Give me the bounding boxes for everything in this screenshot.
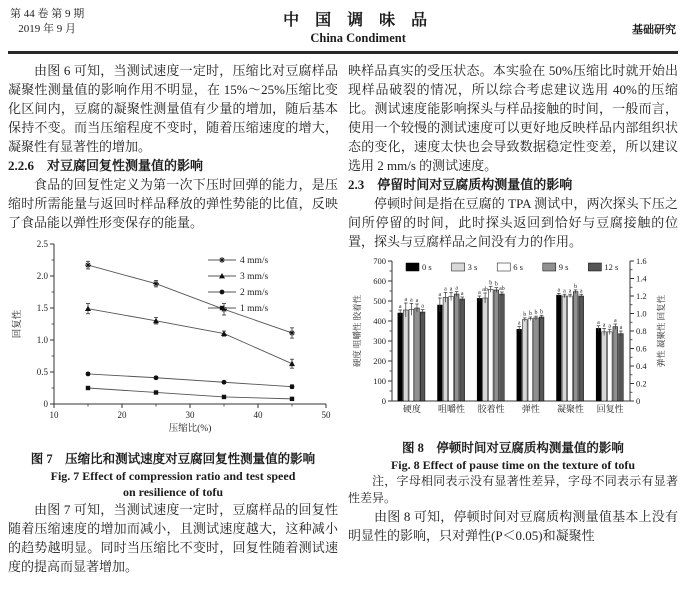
svg-text:30: 30 [185, 410, 195, 420]
paragraph: 由图 7 可知，当测试速度一定时，豆腐样品的回复性随着压缩速度的增加而减小，且测试速度越大，这种减小的趋势越明显。同时当压缩比不变时，回复性随着测试速度的提高而显著增加。 [8, 502, 338, 574]
section-label: 基础研究 [632, 24, 676, 36]
svg-text:1.2: 1.2 [636, 291, 647, 301]
journal-title [84, 7, 632, 46]
svg-text:300: 300 [373, 336, 386, 346]
svg-text:40: 40 [253, 410, 263, 420]
svg-text:2.0: 2.0 [36, 271, 48, 281]
paragraph: 食品的回复性定义为第一次下压时回弹的能力，是压缩时所需能量与返回时样品释放的弹性势能的比值，反映了食品能以弹性形变保存的能量。 [8, 177, 338, 230]
svg-text:100: 100 [373, 376, 386, 386]
svg-text:10: 10 [49, 410, 59, 420]
section-heading-23: 2.3 停留时间对豆腐质构测量值的影响 [348, 177, 573, 192]
svg-text:a: a [460, 291, 464, 297]
svg-text:a: a [398, 304, 402, 310]
svg-text:弹性: 弹性 [521, 404, 540, 414]
svg-text:b: b [523, 311, 527, 318]
figure7-line-chart [8, 234, 338, 449]
svg-text:0: 0 [43, 399, 48, 409]
svg-text:1.4: 1.4 [636, 273, 647, 284]
svg-text:b: b [528, 311, 532, 317]
svg-text:1.0: 1.0 [636, 308, 647, 319]
svg-text:回复性: 回复性 [596, 404, 624, 414]
svg-text:硬度 咀嚼性 胶着性: 硬度 咀嚼性 胶着性 [352, 294, 362, 368]
figure8-caption-cn: 图 8 停顿时间对豆腐质构测量值的影响 [402, 441, 624, 455]
svg-text:1.6: 1.6 [636, 256, 647, 266]
figure8-note: 注，字母相同表示没有显著性差异，字母不同表示有显著性差异。 [348, 474, 678, 505]
paragraph: 由图 6 可知，当测试速度一定时，压缩比对豆腐样品凝聚性测量值的影响作用不明显，在 15%～25%压缩比变化区间内，豆腐的凝聚性测量值有少量的增加，随后基本保持不变。而当压缩程度不变时，随着压缩速度的增大，凝聚性有显著性的增加。 [8, 63, 338, 154]
header-rule [8, 51, 678, 54]
svg-text:凝聚性: 凝聚性 [556, 404, 585, 414]
svg-text:0 s: 0 s [422, 262, 432, 272]
paragraph: 映样品真实的受压状态。本实验在 50%压缩比时就开始出现样品破裂的情况，所以综合考虑建议选用 40%的压缩比。测试速度能影响探头与样品接触的时间，一般而言，使用一个较慢的测试速度可以更好地反映样品内部组织状态的变化，速度太快也会导致数据稳定性变差，所以建议选用 2 mm/s 的测试速度。 [348, 63, 678, 173]
svg-text:12 s: 12 s [604, 262, 619, 272]
svg-text:4 mm/s: 4 mm/s [240, 256, 269, 266]
svg-text:500: 500 [373, 296, 386, 306]
svg-text:a: a [597, 319, 600, 326]
svg-text:ab: ab [482, 287, 488, 293]
svg-text:a: a [517, 320, 521, 327]
svg-text:a: a [404, 297, 408, 303]
svg-text:a: a [415, 298, 419, 304]
paragraph: 由图 8 可知，停顿时间对豆腐质构测量值基本上没有明显性的影响，只对弹性(P＜0.05)和凝聚性 [348, 509, 678, 543]
svg-text:b: b [489, 280, 493, 287]
svg-text:a: a [421, 303, 424, 310]
fig8-svg [348, 253, 678, 433]
svg-text:0.8: 0.8 [636, 326, 647, 336]
svg-text:700: 700 [373, 256, 386, 266]
right-column [348, 61, 678, 576]
svg-text:压缩比(%): 压缩比(%) [168, 424, 212, 434]
svg-text:0.6: 0.6 [636, 343, 647, 354]
journal-title-cn: 中 国 调 味 品 [283, 12, 434, 29]
svg-text:a: a [579, 288, 583, 295]
svg-text:b: b [540, 309, 544, 316]
volume-issue: 第 44 卷 第 9 期 [10, 8, 85, 20]
svg-text:a: a [608, 323, 612, 330]
svg-text:回复性: 回复性 [13, 309, 23, 339]
svg-text:b: b [534, 310, 538, 317]
svg-text:2.5: 2.5 [36, 239, 48, 249]
figure8-caption-en: Fig. 8 Effect of pause time on the texture of tofu [390, 458, 636, 472]
journal-title-en: China Condiment [310, 31, 406, 45]
svg-text:200: 200 [373, 356, 386, 366]
svg-text:9 s: 9 s [558, 262, 569, 272]
svg-text:0.4: 0.4 [636, 361, 647, 371]
svg-text:1.0: 1.0 [36, 335, 48, 345]
svg-text:3 mm/s: 3 mm/s [240, 272, 269, 282]
svg-text:600: 600 [373, 276, 386, 286]
svg-text:0: 0 [381, 396, 386, 406]
svg-text:50: 50 [321, 410, 331, 420]
two-column-body [0, 61, 686, 576]
paragraph: 停顿时间是指在豆腐的 TPA 测试中，两次探头下压之间所停留的时间，此时探头返回到恰好与豆腐接触的位置，探头与豆腐样品之间没有力的作用。 [348, 196, 678, 249]
svg-text:0: 0 [636, 396, 641, 406]
svg-text:硬度: 硬度 [402, 404, 421, 414]
figure7-caption-en: Fig. 7 Effect of compression ratio and test speed [50, 469, 296, 483]
svg-text:b: b [574, 283, 578, 290]
svg-text:a: a [613, 318, 617, 324]
svg-text:a: a [438, 292, 442, 298]
figure7-caption-cn: 图 7 压缩比和测试速度对豆腐回复性测量值的影响 [30, 452, 316, 466]
svg-text:a: a [602, 322, 606, 329]
svg-text:0.2: 0.2 [636, 378, 647, 389]
svg-text:3 s: 3 s [467, 262, 478, 272]
svg-text:20: 20 [117, 410, 127, 420]
fig7-svg [8, 234, 338, 444]
svg-text:1.5: 1.5 [36, 303, 48, 313]
svg-text:a: a [455, 285, 458, 292]
svg-text:b: b [494, 281, 498, 288]
svg-text:a: a [557, 287, 561, 294]
svg-text:a: a [449, 286, 453, 293]
left-column [8, 61, 338, 576]
figure8-bar-chart [348, 253, 678, 438]
svg-text:0.5: 0.5 [36, 367, 48, 377]
svg-text:胶着性: 胶着性 [477, 404, 505, 414]
issue-info [10, 7, 84, 37]
figure7-caption-en2: on resilience of tofu [122, 485, 224, 499]
issue-date: 2019 年 9 月 [18, 23, 76, 35]
section-heading-226: 2.2.6 对豆腐回复性测量值的影响 [8, 158, 204, 173]
svg-text:6 s: 6 s [513, 262, 523, 272]
svg-text:a: a [410, 297, 413, 304]
svg-text:咀嚼性: 咀嚼性 [437, 404, 466, 414]
svg-text:a: a [568, 288, 572, 295]
svg-text:a: a [563, 288, 566, 295]
svg-text:弹性 凝聚性 回复性: 弹性 凝聚性 回复性 [656, 294, 666, 368]
svg-text:a: a [478, 290, 481, 296]
svg-text:400: 400 [373, 316, 386, 326]
svg-text:2 mm/s: 2 mm/s [240, 288, 269, 298]
svg-text:ab: ab [499, 286, 505, 292]
svg-text:a: a [619, 325, 623, 331]
svg-text:1 mm/s: 1 mm/s [240, 304, 269, 314]
svg-text:a: a [444, 286, 447, 293]
journal-header [0, 0, 686, 46]
